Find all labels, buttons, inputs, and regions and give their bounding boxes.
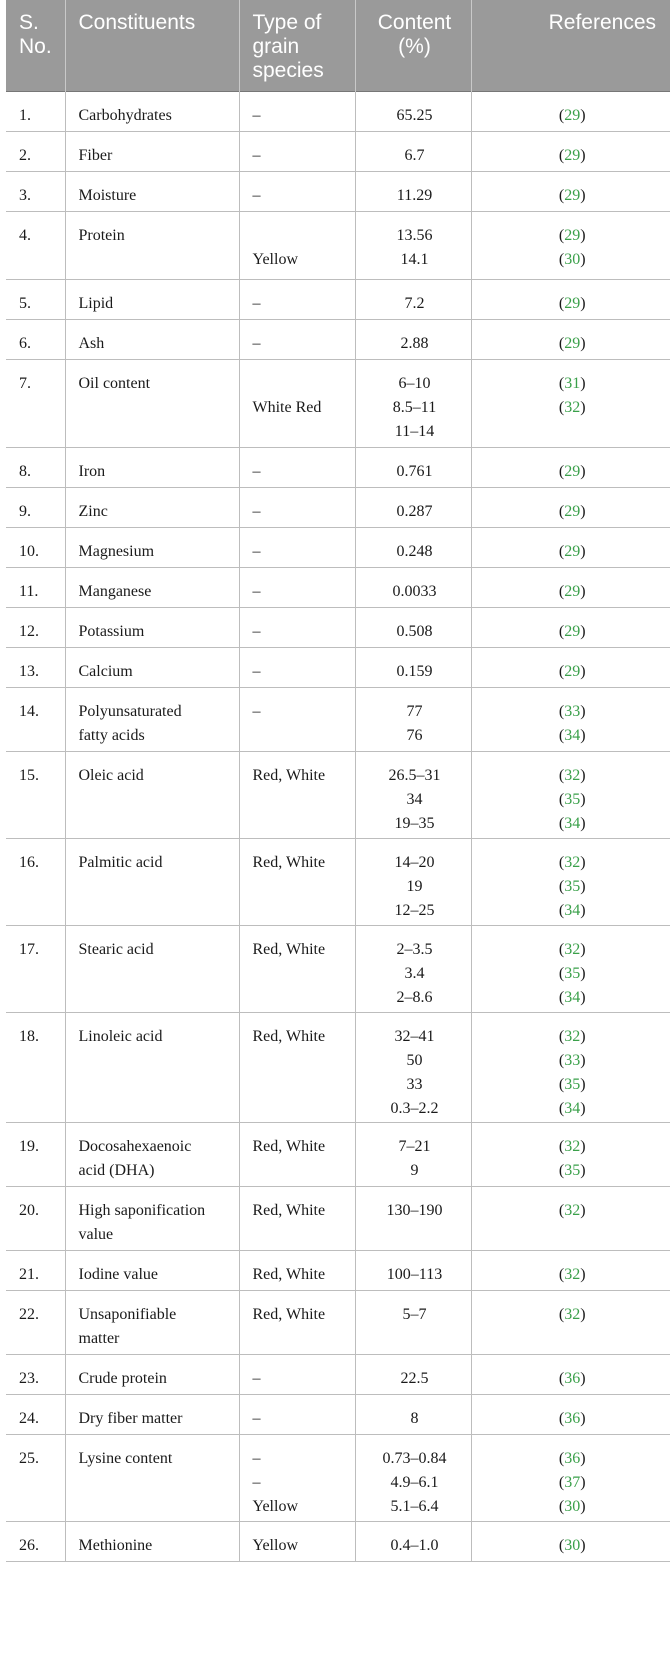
table-row [6,608,670,648]
cell-sno: 1. [6,92,65,132]
cell-type: – – Yellow [239,1435,355,1522]
reference-link[interactable]: (29) [558,623,586,640]
cell-constituent: Manganese [65,568,239,608]
cell-type: – [239,448,355,488]
table-header [6,0,670,92]
cell-sno: 23. [6,1355,65,1395]
reference-link[interactable]: (30) [558,251,586,268]
reference-link[interactable]: (30) [558,1498,586,1515]
cell-type: – [239,528,355,568]
reference-link[interactable]: (29) [558,107,586,124]
table-row [6,1291,670,1355]
table-row [6,92,670,132]
reference-link[interactable]: (35) [558,1076,586,1093]
cell-type: – [239,1395,355,1435]
reference-link[interactable]: (32) [558,767,586,784]
cell-sno: 12. [6,608,65,648]
reference-link[interactable]: (29) [558,227,586,244]
cell-type: Red, White [239,839,355,926]
cell-constituent: Polyunsaturated fatty acids [65,688,239,752]
reference-link[interactable]: (29) [558,503,586,520]
cell-content: 0.287 [355,488,471,528]
reference-link[interactable]: (32) [558,854,586,871]
reference-link[interactable]: (33) [558,1052,586,1069]
cell-type: – [239,608,355,648]
cell-type: – [239,280,355,320]
cell-references [471,528,670,568]
reference-link[interactable]: (34) [558,815,586,832]
table-row [6,1123,670,1187]
cell-references [471,1522,670,1562]
table-row [6,926,670,1013]
cell-constituent: Moisture [65,172,239,212]
cell-constituent: Protein [65,212,239,280]
cell-constituent: Zinc [65,488,239,528]
cell-content: 100–113 [355,1251,471,1291]
cell-content: 11.29 [355,172,471,212]
table-row [6,1251,670,1291]
cell-content: 0.73–0.84 4.9–6.1 5.1–6.4 [355,1435,471,1522]
cell-sno: 14. [6,688,65,752]
reference-link[interactable]: (34) [558,727,586,744]
cell-references [471,280,670,320]
cell-type: – [239,132,355,172]
header-constituents: Constituents [65,0,239,92]
cell-references [471,1291,670,1355]
cell-type: – [239,92,355,132]
reference-link[interactable]: (29) [558,335,586,352]
cell-sno: 26. [6,1522,65,1562]
reference-link[interactable]: (32) [558,941,586,958]
header-content: Content (%) [355,0,471,92]
reference-link[interactable]: (35) [558,791,586,808]
reference-link[interactable]: (35) [558,1162,586,1179]
cell-content: 26.5–31 34 19–35 [355,752,471,839]
reference-link[interactable]: (32) [558,1266,586,1283]
cell-type: – [239,172,355,212]
cell-type: Yellow [239,212,355,280]
reference-link[interactable]: (32) [558,1306,586,1323]
reference-link[interactable]: (29) [558,463,586,480]
cell-type: – [239,648,355,688]
cell-content: 77 76 [355,688,471,752]
cell-sno: 11. [6,568,65,608]
cell-content: 0.0033 [355,568,471,608]
table-row [6,1435,670,1522]
cell-references [471,488,670,528]
reference-link[interactable]: (34) [558,989,586,1006]
table-row [6,688,670,752]
table-row [6,1522,670,1562]
cell-constituent: Ash [65,320,239,360]
cell-sno: 17. [6,926,65,1013]
cell-content: 8 [355,1395,471,1435]
cell-constituent: Calcium [65,648,239,688]
table-row [6,648,670,688]
cell-content: 14–20 19 12–25 [355,839,471,926]
cell-references [471,448,670,488]
cell-sno: 25. [6,1435,65,1522]
table-row [6,1395,670,1435]
cell-constituent: Lipid [65,280,239,320]
cell-sno: 5. [6,280,65,320]
cell-type: – [239,320,355,360]
reference-link[interactable]: (29) [558,187,586,204]
reference-link[interactable]: (32) [558,399,586,416]
cell-constituent: Palmitic acid [65,839,239,926]
cell-sno: 22. [6,1291,65,1355]
cell-constituent: Fiber [65,132,239,172]
cell-references [471,360,670,448]
cell-content: 5–7 [355,1291,471,1355]
cell-sno: 4. [6,212,65,280]
reference-link[interactable]: (32) [558,1028,586,1045]
cell-constituent: Lysine content [65,1435,239,1522]
cell-content: 0.4–1.0 [355,1522,471,1562]
cell-type: White Red [239,360,355,448]
cell-references [471,1187,670,1251]
cell-sno: 21. [6,1251,65,1291]
cell-type: – [239,1355,355,1395]
cell-content: 0.159 [355,648,471,688]
cell-constituent: Magnesium [65,528,239,568]
table-row [6,568,670,608]
cell-content: 13.56 14.1 [355,212,471,280]
table-row [6,132,670,172]
cell-constituent: Crude protein [65,1355,239,1395]
cell-type: Red, White [239,926,355,1013]
cell-content: 0.508 [355,608,471,648]
reference-link[interactable]: (31) [558,375,586,392]
cell-references [471,608,670,648]
cell-constituent: Iron [65,448,239,488]
cell-constituent: Dry fiber matter [65,1395,239,1435]
cell-sno: 9. [6,488,65,528]
table-row [6,1013,670,1123]
cell-constituent: Potassium [65,608,239,648]
cell-references [471,1355,670,1395]
cell-content: 0.761 [355,448,471,488]
cell-sno: 20. [6,1187,65,1251]
cell-constituent: High saponification value [65,1187,239,1251]
reference-link[interactable]: (32) [558,1138,586,1155]
cell-content: 6.7 [355,132,471,172]
cell-content: 2–3.5 3.4 2–8.6 [355,926,471,1013]
cell-content: 22.5 [355,1355,471,1395]
cell-sno: 15. [6,752,65,839]
cell-constituent: Stearic acid [65,926,239,1013]
cell-references [471,212,670,280]
cell-references [471,1013,670,1123]
cell-content: 130–190 [355,1187,471,1251]
reference-link[interactable]: (29) [558,543,586,560]
table-row [6,752,670,839]
reference-link[interactable]: (29) [558,295,586,312]
cell-references [471,132,670,172]
reference-link[interactable]: (37) [558,1474,586,1491]
cell-content: 0.248 [355,528,471,568]
cell-content: 7.2 [355,280,471,320]
cell-content: 32–41 50 33 0.3–2.2 [355,1013,471,1123]
cell-sno: 10. [6,528,65,568]
cell-references [471,688,670,752]
table-row [6,212,670,280]
reference-link[interactable]: (35) [558,965,586,982]
cell-type: Red, White [239,1123,355,1187]
cell-constituent: Oil content [65,360,239,448]
reference-link[interactable]: (32) [558,1202,586,1219]
cell-sno: 13. [6,648,65,688]
cell-references [471,1395,670,1435]
table-row [6,1187,670,1251]
cell-constituent: Methionine [65,1522,239,1562]
cell-sno: 2. [6,132,65,172]
table-row [6,172,670,212]
cell-sno: 18. [6,1013,65,1123]
reference-link[interactable]: (30) [558,1537,586,1554]
table-row [6,280,670,320]
table-row [6,528,670,568]
cell-sno: 6. [6,320,65,360]
constituents-table [6,0,670,1562]
cell-references [471,926,670,1013]
cell-type: Red, White [239,1251,355,1291]
cell-references [471,92,670,132]
cell-constituent: Docosahexaenoic acid (DHA) [65,1123,239,1187]
cell-references [471,172,670,212]
header-type: Type of grain species [239,0,355,92]
cell-references [471,648,670,688]
reference-link[interactable]: (33) [558,703,586,720]
cell-sno: 19. [6,1123,65,1187]
table-row [6,1355,670,1395]
reference-link[interactable]: (36) [558,1450,586,1467]
cell-type: – [239,488,355,528]
reference-link[interactable]: (29) [558,583,586,600]
cell-type: Red, White [239,752,355,839]
cell-references [471,1435,670,1522]
cell-sno: 24. [6,1395,65,1435]
cell-type: – [239,568,355,608]
cell-references [471,839,670,926]
table-row [6,488,670,528]
cell-references [471,1123,670,1187]
table-body [6,92,670,1562]
reference-link[interactable]: (34) [558,1100,586,1117]
reference-link[interactable]: (36) [558,1370,586,1387]
cell-content: 65.25 [355,92,471,132]
cell-references [471,320,670,360]
reference-link[interactable]: (29) [558,663,586,680]
table-row [6,320,670,360]
reference-link[interactable]: (35) [558,878,586,895]
reference-link[interactable]: (36) [558,1410,586,1427]
header-sno: S. No. [6,0,65,92]
cell-sno: 16. [6,839,65,926]
cell-references [471,1251,670,1291]
cell-constituent: Iodine value [65,1251,239,1291]
table-row [6,360,670,448]
cell-type: Yellow [239,1522,355,1562]
cell-constituent: Carbohydrates [65,92,239,132]
reference-link[interactable]: (29) [558,147,586,164]
cell-content: 7–21 9 [355,1123,471,1187]
table-row [6,839,670,926]
cell-content: 2.88 [355,320,471,360]
cell-type: Red, White [239,1291,355,1355]
cell-references [471,752,670,839]
cell-content: 6–10 8.5–11 11–14 [355,360,471,448]
cell-type: – [239,688,355,752]
cell-constituent: Linoleic acid [65,1013,239,1123]
cell-type: Red, White [239,1187,355,1251]
cell-type: Red, White [239,1013,355,1123]
reference-link[interactable]: (34) [558,902,586,919]
cell-references [471,568,670,608]
cell-sno: 3. [6,172,65,212]
cell-sno: 7. [6,360,65,448]
cell-sno: 8. [6,448,65,488]
cell-constituent: Oleic acid [65,752,239,839]
header-references: References [471,0,670,92]
cell-constituent: Unsaponifiable matter [65,1291,239,1355]
table-row [6,448,670,488]
